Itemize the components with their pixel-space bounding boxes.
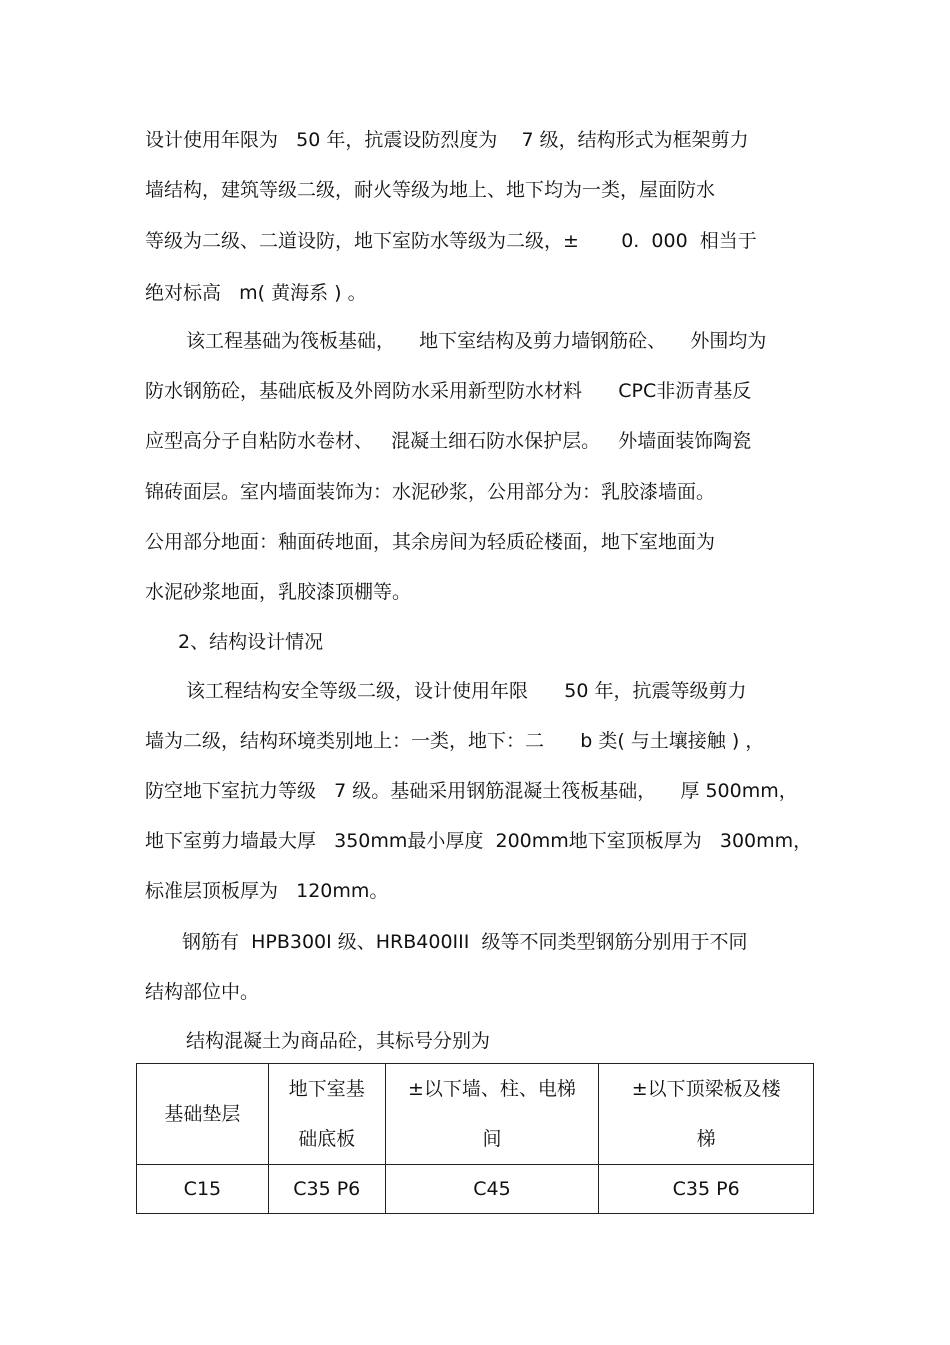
header-label-line: 础底板 xyxy=(298,1128,356,1150)
table-cell: C35 P6 xyxy=(599,1165,814,1214)
text-line: 水泥砂浆地面，乳胶漆顶棚等。 xyxy=(145,581,412,603)
text-line: 2、结构设计情况 xyxy=(178,631,324,653)
text-line: 公用部分地面：釉面砖地面，其余房间为轻质砼楼面，地下室地面为 xyxy=(145,531,716,553)
table-header-row xyxy=(137,1064,814,1165)
header-label-line: 间 xyxy=(482,1128,502,1150)
text-line: 绝对标高 m( 黄海系 ) 。 xyxy=(145,282,367,304)
concrete-grade-table xyxy=(136,1063,814,1214)
header-label-line: ±以下顶梁板及楼 xyxy=(631,1078,781,1100)
text-line: 防水钢筋砼，基础底板及外罔防水采用新型防水材料 CPC非沥青基反 xyxy=(145,380,752,402)
header-cell xyxy=(599,1064,814,1165)
text-line: 应型高分子自粘防水卷材、 混凝土细石防水保护层。 外墙面装饰陶瓷 xyxy=(145,430,752,452)
text-line: 防空地下室抗力等级 7 级。基础采用钢筋混凝土筏板基础， 厚 500mm， xyxy=(145,780,798,802)
text-line: 结构部位中。 xyxy=(145,981,260,1003)
text-line: 该工程基础为筏板基础， 地下室结构及剪力墙钢筋砼、 外围均为 xyxy=(186,330,767,352)
text-line: 墙结构，建筑等级二级，耐火等级为地上、地下均为一类，屋面防水 xyxy=(145,179,716,201)
table-row xyxy=(137,1165,814,1214)
header-cell xyxy=(137,1064,269,1165)
header-label-line: 地下室基 xyxy=(288,1078,365,1100)
text-line: 地下室剪力墙最大厚 350mm最小厚度 200mm地下室顶板厚为 300mm， xyxy=(145,830,813,852)
text-line: 墙为二级，结构环境类别地上：一类，地下：二 b 类( 与土壤接触 ) ， xyxy=(145,730,765,752)
table-cell: C15 xyxy=(137,1165,269,1214)
text-line: 该工程结构安全等级二级，设计使用年限 50 年，抗震等级剪力 xyxy=(186,680,747,702)
header-cell xyxy=(385,1064,599,1165)
table-cell: C45 xyxy=(385,1165,599,1214)
header-cell xyxy=(268,1064,385,1165)
table-cell: C35 P6 xyxy=(268,1165,385,1214)
text-line: 标准层顶板厚为 120mm。 xyxy=(145,880,389,902)
text-line: 锦砖面层。室内墙面装饰为：水泥砂浆，公用部分为：乳胶漆墙面。 xyxy=(145,481,716,503)
header-label-line: 梯 xyxy=(696,1128,716,1150)
text-line: 等级为二级、二道设防，地下室防水等级为二级，± 0. 000 相当于 xyxy=(145,230,757,252)
header-label-line: ±以下墙、柱、电梯 xyxy=(408,1078,576,1100)
text-line: 设计使用年限为 50 年，抗震设防烈度为 7 级，结构形式为框架剪力 xyxy=(145,129,749,151)
text-line: 结构混凝土为商品砼，其标号分别为 xyxy=(186,1030,491,1052)
header-label-line: 基础垫层 xyxy=(164,1103,241,1125)
text-line: 钢筋有 HPB300I 级、HRB400III 级等不同类型钢筋分别用于不同 xyxy=(182,931,748,953)
